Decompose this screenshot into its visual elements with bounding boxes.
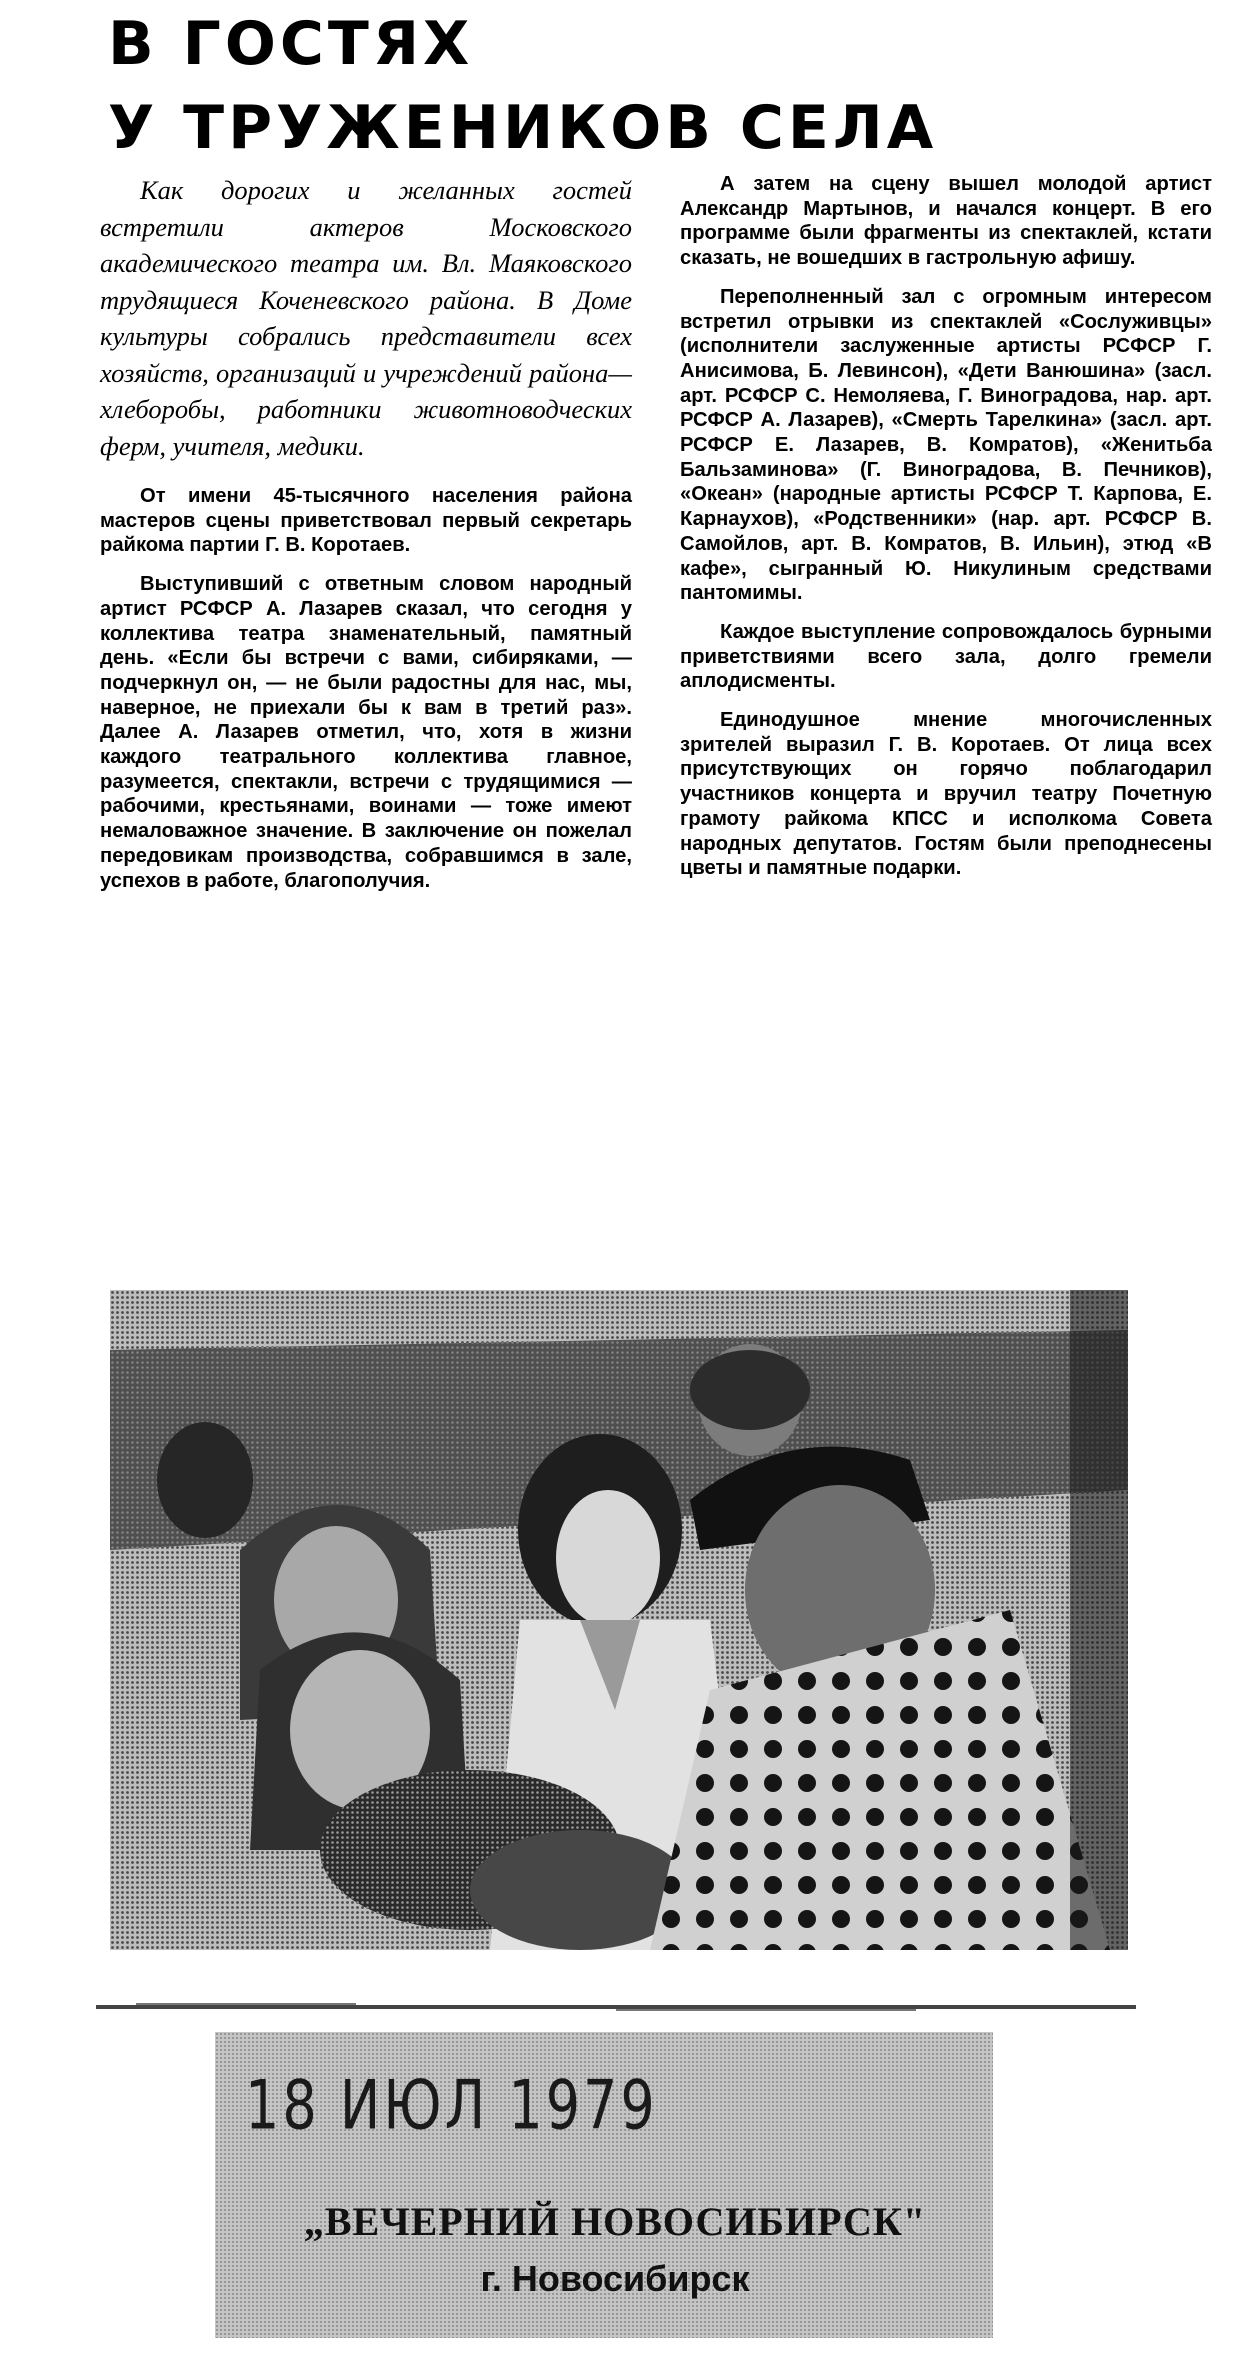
stamp-city: г. Новосибирск: [480, 2258, 750, 2299]
article-paragraph: Переполненный зал с огромным интересом встретил отрывки из спектаклей «Сослуживцы» (исполнители заслуженные артисты РСФСР Г. Анисимова, Б. Левинсон), «Дети Ванюшина» (засл. арт. РСФСР С. Немоляева, Г. Виноградова, нар. арт. РСФСР А. Лазарев), «Смерть Тарелкина» (засл. арт. РСФСР Е. Лазарев, В. Комратов), «Женитьба Бальзаминова» (Г. Виноградова, В. Печников), «Океан» (народные артисты РСФСР Т. Карпова, Е. Карнаухов), «Родственники» (нар. арт. РСФСР В. Самойлов, арт. В. Комратов, В. Ильин), этюд «В кафе», сыгранный Ю. Никулиным средствами пантомимы.: [680, 285, 1212, 605]
stamp-date: 18 ИЮЛ 1979: [245, 2066, 658, 2145]
article-photo: [110, 1290, 1128, 1950]
headline-line-2: У ТРУЖЕНИКОВ СЕЛА: [108, 93, 938, 163]
article-paragraph: От имени 45-тысячного населения района мастеров сцены приветствовал первый секретарь райкома партии Г. В. Коротаев.: [100, 485, 632, 557]
clipping-edge-divider: [96, 2000, 1136, 2014]
article-lead: Как дорогих и желанных гостей встретили актеров Московского академического театра им. Вл. Маяковского трудящиеся Коченевского района. В Доме культуры собрались представители всех хозяйств, организаций и учреждений района— хлеборобы, работники животноводческих ферм, учителя, медики.: [100, 175, 632, 461]
article-paragraph: Единодушное мнение многочисленных зрителей выразил Г. В. Коротаев. От лица всех присутствующих он горячо поблагодарил участников концерта и вручил театру Почетную грамоту райкома КПСС и исполкома Совета народных депутатов. Гостям были преподнесены цветы и памятные подарки.: [680, 709, 1212, 880]
headline-line-1: В ГОСТЯХ: [108, 9, 474, 79]
article-paragraph: Выступивший с ответным словом народный артист РСФСР А. Лазарев сказал, что сегодня у коллектива театра знаменательный, памятный день. «Если бы встречи с вами, сибиряками, — подчеркнул он, — не были радостны для нас, мы, наверное, не приехали бы к вам в третий раз». Далее А. Лазарев отметил, что, хотя в жизни каждого театрального коллектива главное, разумеется, спектакли, встречи с трудящимися — рабочими, крестьянами, воинами — тоже имеют немаловажное значение. В заключение он пожелал передовикам производства, собравшимся в зале, успехов в работе, благополучия.: [100, 573, 632, 892]
article-headline: [108, 2, 1208, 170]
article-paragraph: А затем на сцену вышел молодой артист Александр Мартынов, и начался концерт. В его программе были фрагменты из спектаклей, кстати сказать, не вошедших в гастрольную афишу.: [680, 173, 1212, 270]
stamp-newspaper-name: „ВЕЧЕРНИЙ НОВОСИБИРСК": [303, 2199, 927, 2244]
newspaper-clipping-stamp: [215, 2032, 993, 2338]
article-paragraph: Каждое выступление сопровождалось бурными приветствиями всего зала, долго гремели аплодисменты.: [680, 620, 1212, 693]
article-column-left: [100, 172, 632, 907]
article-column-right: [680, 172, 1212, 895]
